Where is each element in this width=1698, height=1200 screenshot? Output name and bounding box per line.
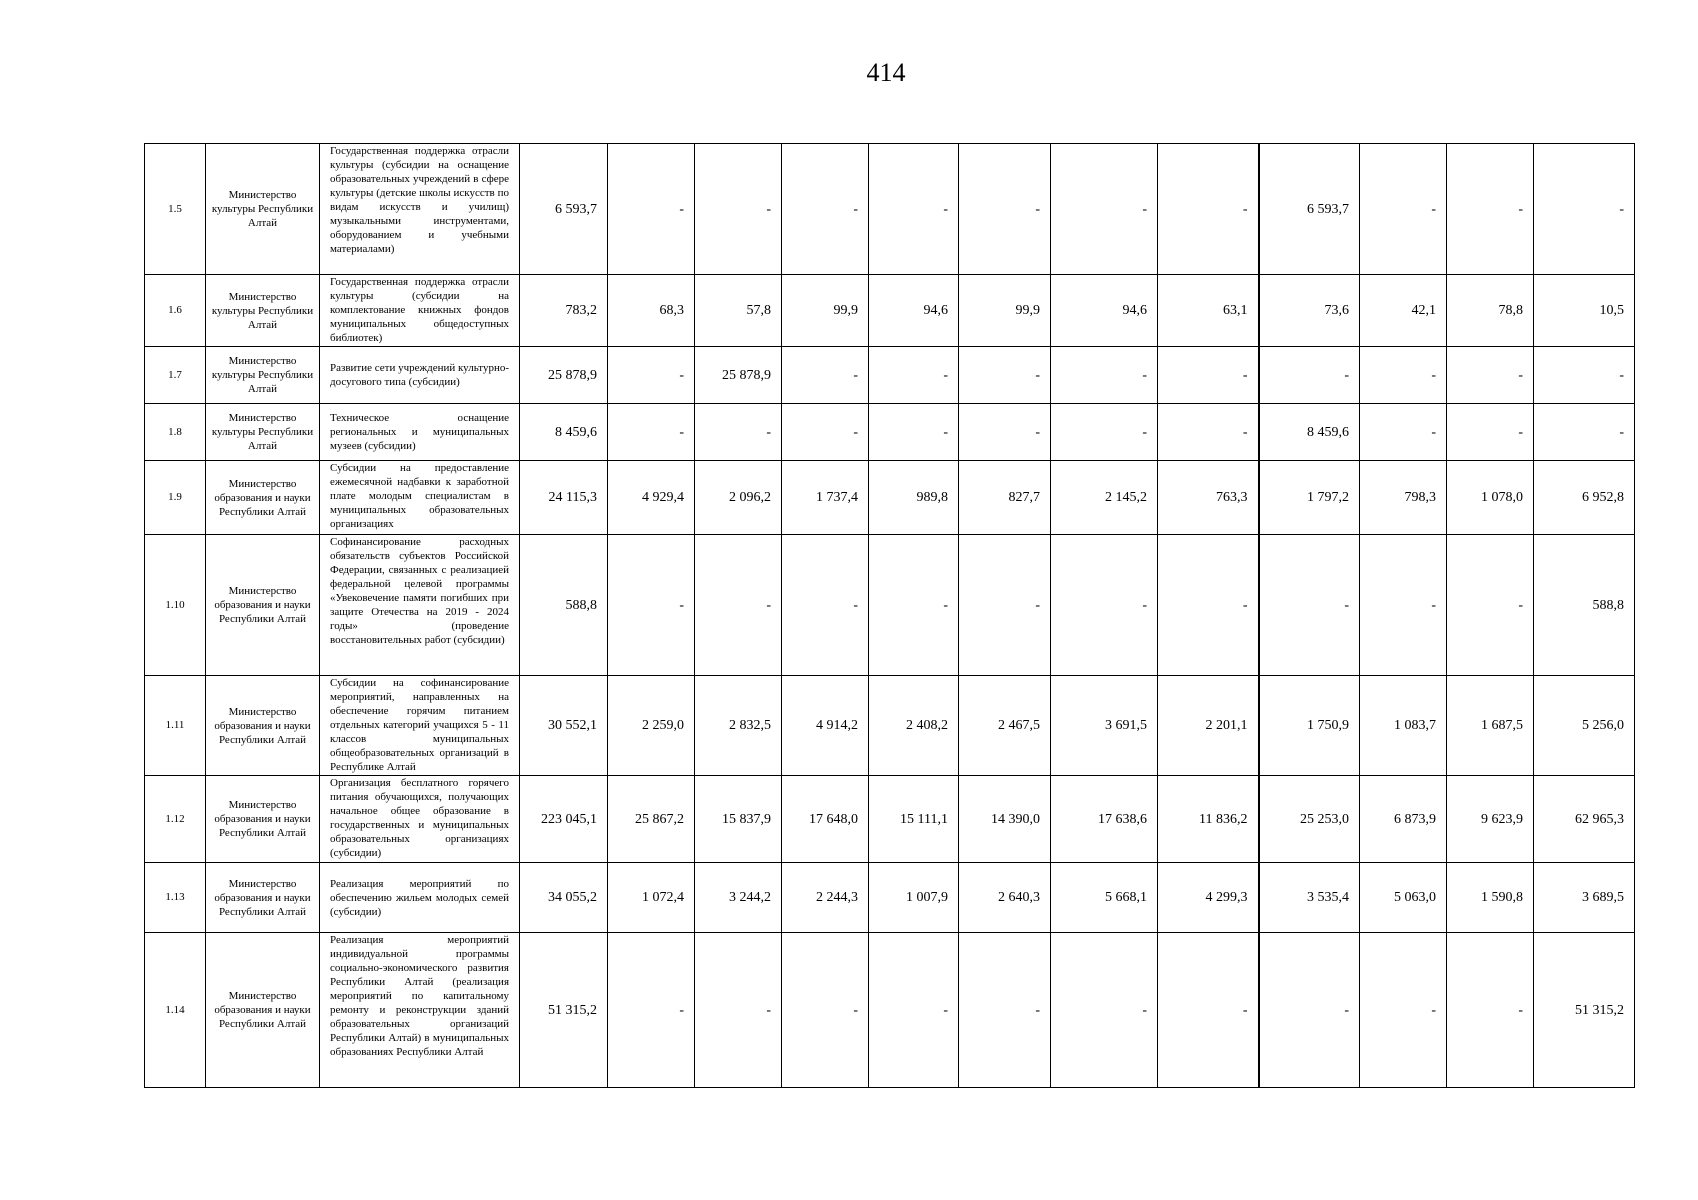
table-row [145, 461, 1635, 535]
measure-description: Государственная поддержка отрасли культуры (субсидии на комплектование книжных фондов муниципальных общедоступных библиотек) [320, 275, 520, 347]
value-cell: 989,8 [869, 461, 959, 535]
page-number: 414 [866, 58, 906, 87]
value-cell: - [959, 933, 1051, 1088]
value-cell: - [1447, 404, 1534, 461]
value-cell: - [782, 144, 869, 275]
value-cell: 17 648,0 [782, 776, 869, 863]
value-cell: - [1158, 404, 1259, 461]
value-cell: 588,8 [1534, 535, 1635, 676]
responsible-organization: Министерство культуры Республики Алтай [206, 347, 320, 404]
value-cell: 3 244,2 [695, 863, 782, 933]
value-cell: 99,9 [959, 275, 1051, 347]
value-cell: - [1447, 347, 1534, 404]
value-cell: - [1259, 535, 1360, 676]
value-cell: 8 459,6 [1259, 404, 1360, 461]
row-number: 1.11 [145, 676, 206, 776]
value-cell: 827,7 [959, 461, 1051, 535]
value-cell: 63,1 [1158, 275, 1259, 347]
value-cell: 25 253,0 [1259, 776, 1360, 863]
value-cell: 94,6 [869, 275, 959, 347]
value-cell: - [869, 347, 959, 404]
table-row [145, 933, 1635, 1088]
table-row [145, 404, 1635, 461]
value-cell: 4 299,3 [1158, 863, 1259, 933]
value-cell: - [1158, 144, 1259, 275]
value-cell: - [1259, 933, 1360, 1088]
responsible-organization: Министерство образования и науки Республики Алтай [206, 776, 320, 863]
value-cell: - [782, 535, 869, 676]
value-cell: 15 837,9 [695, 776, 782, 863]
value-cell: 14 390,0 [959, 776, 1051, 863]
row-number: 1.9 [145, 461, 206, 535]
value-total: 30 552,1 [520, 676, 608, 776]
value-cell: 3 535,4 [1259, 863, 1360, 933]
row-number: 1.13 [145, 863, 206, 933]
value-cell: - [1158, 535, 1259, 676]
value-cell: 1 750,9 [1259, 676, 1360, 776]
value-cell: 1 083,7 [1360, 676, 1447, 776]
value-cell: 2 640,3 [959, 863, 1051, 933]
value-cell: 6 593,7 [1259, 144, 1360, 275]
value-cell: - [695, 933, 782, 1088]
measure-description: Софинансирование расходных обязательств субъектов Российской Федерации, связанных с реализацией федеральной целевой программы «Увековечение памяти погибших при защите Отечества на 2019 - 2024 годы» (проведение восстановительных работ (субсидии) [320, 535, 520, 676]
value-cell: 2 201,1 [1158, 676, 1259, 776]
table-row [145, 275, 1635, 347]
measure-description: Субсидии на предоставление ежемесячной надбавки к заработной плате молодым специалистам в муниципальных образовательных организациях [320, 461, 520, 535]
value-cell: - [869, 404, 959, 461]
value-cell: 2 832,5 [695, 676, 782, 776]
value-cell: 57,8 [695, 275, 782, 347]
value-cell: 2 244,3 [782, 863, 869, 933]
row-number: 1.6 [145, 275, 206, 347]
value-cell: - [608, 347, 695, 404]
measure-description: Субсидии на софинансирование мероприятий, направленных на обеспечение горячим питанием отдельных категорий учащихся 5 - 11 классов муниципальных общеобразовательных организаций в Республике Алтай [320, 676, 520, 776]
measure-description: Организация бесплатного горячего питания обучающихся, получающих начальное общее образование в государственных и муниципальных образовательных организациях (субсидии) [320, 776, 520, 863]
responsible-organization: Министерство образования и науки Республики Алтай [206, 676, 320, 776]
value-total: 51 315,2 [520, 933, 608, 1088]
value-cell: - [869, 144, 959, 275]
value-cell: - [695, 535, 782, 676]
value-cell: 4 914,2 [782, 676, 869, 776]
responsible-organization: Министерство культуры Республики Алтай [206, 275, 320, 347]
responsible-organization: Министерство культуры Республики Алтай [206, 144, 320, 275]
value-cell: 99,9 [782, 275, 869, 347]
value-cell: 25 867,2 [608, 776, 695, 863]
budget-table [144, 143, 1635, 1088]
value-total: 588,8 [520, 535, 608, 676]
value-cell: - [1360, 347, 1447, 404]
value-cell: 17 638,6 [1051, 776, 1158, 863]
value-total: 6 593,7 [520, 144, 608, 275]
value-cell: 1 590,8 [1447, 863, 1534, 933]
value-total: 8 459,6 [520, 404, 608, 461]
value-cell: 51 315,2 [1534, 933, 1635, 1088]
value-cell: - [608, 144, 695, 275]
value-cell: - [1051, 404, 1158, 461]
value-cell: 1 737,4 [782, 461, 869, 535]
value-cell: 2 096,2 [695, 461, 782, 535]
value-cell: 5 256,0 [1534, 676, 1635, 776]
table-row [145, 535, 1635, 676]
responsible-organization: Министерство образования и науки Республики Алтай [206, 863, 320, 933]
value-cell: 798,3 [1360, 461, 1447, 535]
value-cell: - [782, 933, 869, 1088]
value-cell: 2 408,2 [869, 676, 959, 776]
value-cell: - [1447, 144, 1534, 275]
responsible-organization: Министерство образования и науки Республики Алтай [206, 933, 320, 1088]
value-cell: 6 952,8 [1534, 461, 1635, 535]
value-cell: - [1534, 347, 1635, 404]
responsible-organization: Министерство образования и науки Республики Алтай [206, 535, 320, 676]
value-cell: 15 111,1 [869, 776, 959, 863]
value-cell: - [1360, 404, 1447, 461]
value-total: 783,2 [520, 275, 608, 347]
value-cell: - [869, 535, 959, 676]
value-cell: 2 145,2 [1051, 461, 1158, 535]
row-number: 1.7 [145, 347, 206, 404]
row-number: 1.10 [145, 535, 206, 676]
value-cell: - [782, 347, 869, 404]
value-cell: 6 873,9 [1360, 776, 1447, 863]
value-cell: - [695, 144, 782, 275]
row-number: 1.14 [145, 933, 206, 1088]
table-row [145, 863, 1635, 933]
value-cell: - [695, 404, 782, 461]
value-cell: 9 623,9 [1447, 776, 1534, 863]
value-cell: 94,6 [1051, 275, 1158, 347]
value-total: 223 045,1 [520, 776, 608, 863]
value-cell: - [1360, 933, 1447, 1088]
value-cell: - [1360, 144, 1447, 275]
value-cell: 68,3 [608, 275, 695, 347]
row-number: 1.8 [145, 404, 206, 461]
table-row [145, 676, 1635, 776]
measure-description: Техническое оснащение региональных и муниципальных музеев (субсидии) [320, 404, 520, 461]
value-cell: - [1534, 404, 1635, 461]
value-cell: - [1447, 535, 1534, 676]
value-cell: - [608, 535, 695, 676]
table-row [145, 776, 1635, 863]
value-cell: 4 929,4 [608, 461, 695, 535]
value-cell: - [1051, 933, 1158, 1088]
value-cell: - [1534, 144, 1635, 275]
value-cell: - [959, 535, 1051, 676]
value-cell: - [1360, 535, 1447, 676]
value-cell: 1 072,4 [608, 863, 695, 933]
value-cell: 73,6 [1259, 275, 1360, 347]
value-total: 25 878,9 [520, 347, 608, 404]
value-cell: 3 691,5 [1051, 676, 1158, 776]
value-cell: 1 078,0 [1447, 461, 1534, 535]
value-cell: 3 689,5 [1534, 863, 1635, 933]
value-cell: - [1051, 535, 1158, 676]
value-total: 34 055,2 [520, 863, 608, 933]
value-cell: - [1447, 933, 1534, 1088]
value-cell: - [608, 933, 695, 1088]
value-cell: 5 063,0 [1360, 863, 1447, 933]
value-cell: 1 797,2 [1259, 461, 1360, 535]
responsible-organization: Министерство образования и науки Республики Алтай [206, 461, 320, 535]
measure-description: Развитие сети учреждений культурно-досугового типа (субсидии) [320, 347, 520, 404]
value-cell: 10,5 [1534, 275, 1635, 347]
value-cell: - [959, 404, 1051, 461]
value-cell: 11 836,2 [1158, 776, 1259, 863]
value-cell: 2 259,0 [608, 676, 695, 776]
value-cell: 78,8 [1447, 275, 1534, 347]
row-number: 1.12 [145, 776, 206, 863]
value-cell: 1 007,9 [869, 863, 959, 933]
value-cell: - [1051, 347, 1158, 404]
value-cell: - [1158, 347, 1259, 404]
value-cell: 62 965,3 [1534, 776, 1635, 863]
measure-description: Реализация мероприятий по обеспечению жильем молодых семей (субсидии) [320, 863, 520, 933]
row-number: 1.5 [145, 144, 206, 275]
value-cell: - [782, 404, 869, 461]
value-cell: 2 467,5 [959, 676, 1051, 776]
value-cell: 5 668,1 [1051, 863, 1158, 933]
value-cell: - [869, 933, 959, 1088]
value-cell: - [959, 347, 1051, 404]
value-cell: 1 687,5 [1447, 676, 1534, 776]
value-cell: - [959, 144, 1051, 275]
table-row [145, 347, 1635, 404]
value-total: 24 115,3 [520, 461, 608, 535]
measure-description: Государственная поддержка отрасли культуры (субсидии на оснащение образовательных учреждений в сфере культуры (детские школы искусств по видам искусств и училищ) музыкальными инструментами, оборудованием и учебными материалами) [320, 144, 520, 275]
measure-description: Реализация мероприятий индивидуальной программы социально-экономического развития Республики Алтай (реализация мероприятий по капитальному ремонту и реконструкции зданий образовательных организаций Республики Алтай) в муниципальных образованиях Республики Алтай [320, 933, 520, 1088]
value-cell: 25 878,9 [695, 347, 782, 404]
value-cell: - [608, 404, 695, 461]
value-cell: - [1158, 933, 1259, 1088]
table-row [145, 144, 1635, 275]
value-cell: 42,1 [1360, 275, 1447, 347]
responsible-organization: Министерство культуры Республики Алтай [206, 404, 320, 461]
value-cell: - [1051, 144, 1158, 275]
value-cell: - [1259, 347, 1360, 404]
value-cell: 763,3 [1158, 461, 1259, 535]
